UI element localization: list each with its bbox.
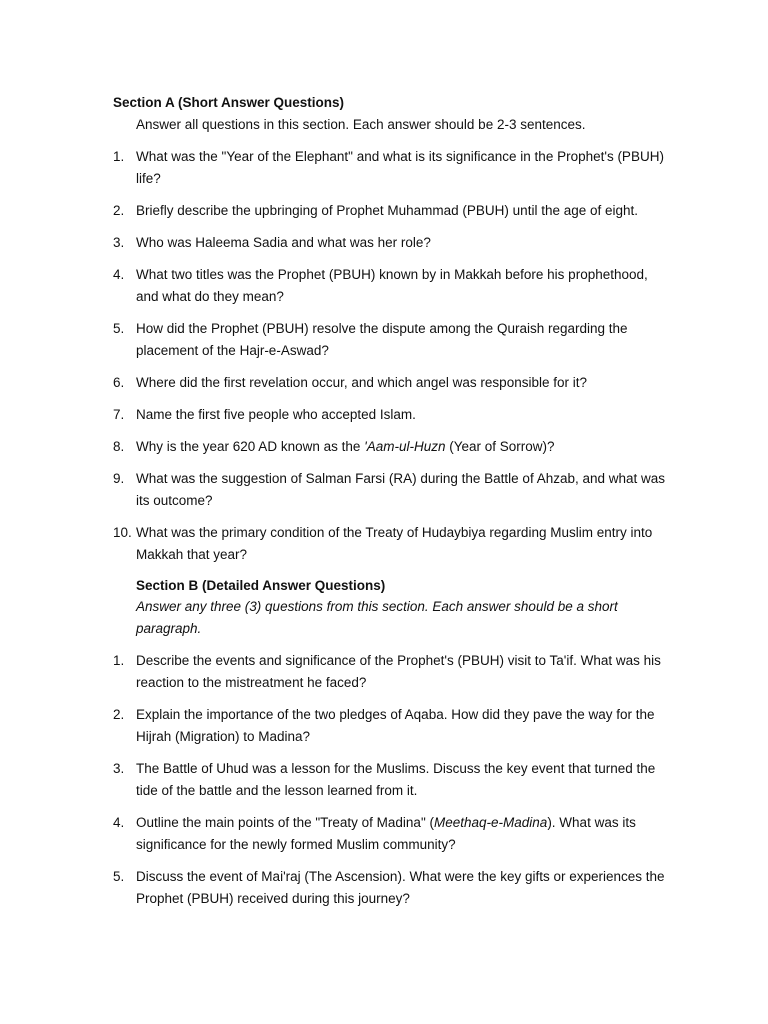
question-number: 2. <box>113 203 125 218</box>
question-number: 7. <box>113 407 125 422</box>
question-text-part: What two titles was the Prophet (PBUH) known by in Makkah before his prophethood, and what do they mean? <box>136 267 648 304</box>
question-text-part: ). What was its significance for the newly formed Muslim community? <box>136 815 636 852</box>
question-text <box>136 264 673 308</box>
question-item <box>113 522 673 566</box>
question-text-part: Briefly describe the upbringing of Prophet Muhammad (PBUH) until the age of eight. <box>136 203 639 218</box>
question-item <box>113 146 673 190</box>
question-item <box>113 404 673 426</box>
question-text-part: Describe the events and significance of the Prophet's (PBUH) visit to Ta'if. What was his reaction to the mistreatment he faced? <box>136 653 661 690</box>
question-number: 3. <box>113 235 125 250</box>
question-text <box>136 522 673 566</box>
question-text <box>136 318 673 362</box>
question-text-part: Explain the importance of the two pledges of Aqaba. How did they pave the way for the Hijrah (Migration) to Madina? <box>136 707 655 744</box>
question-number: 5. <box>113 869 125 884</box>
section-b-title: Section B (Detailed Answer Questions) <box>136 578 386 593</box>
question-number: 8. <box>113 439 125 454</box>
question-text <box>136 372 673 394</box>
question-text <box>136 404 673 426</box>
section-b-question-list <box>113 650 673 920</box>
question-text-italic: 'Aam-ul-Huzn <box>364 439 446 454</box>
question-number: 4. <box>113 267 125 282</box>
question-text-part: (Year of Sorrow)? <box>445 439 555 454</box>
question-text <box>136 758 673 802</box>
question-item <box>113 758 673 802</box>
question-text-part: Outline the main points of the "Treaty of Madina" ( <box>136 815 434 830</box>
section-a-instructions: Answer all questions in this section. Each answer should be 2-3 sentences. <box>136 117 586 132</box>
question-number: 6. <box>113 375 125 390</box>
question-text <box>136 232 673 254</box>
question-text <box>136 468 673 512</box>
question-item <box>113 264 673 308</box>
question-item <box>113 866 673 910</box>
question-number: 3. <box>113 761 125 776</box>
question-text-part: Why is the year 620 AD known as the <box>136 439 365 454</box>
question-item <box>113 650 673 694</box>
question-text-part: How did the Prophet (PBUH) resolve the dispute among the Quraish regarding the placement of the Hajr-e-Aswad? <box>136 321 628 358</box>
question-text <box>136 200 673 222</box>
section-a-question-list <box>113 146 673 576</box>
question-item <box>113 372 673 394</box>
question-text <box>136 812 673 856</box>
question-text-part: Who was Haleema Sadia and what was her role? <box>136 235 431 250</box>
question-number: 1. <box>113 653 125 668</box>
question-text <box>136 436 673 458</box>
question-text-italic: Meethaq-e-Madina <box>433 815 548 830</box>
question-text-part: What was the suggestion of Salman Farsi (RA) during the Battle of Ahzab, and what was its outcome? <box>136 471 666 508</box>
question-text-part: Discuss the event of Mai'raj (The Ascension). What were the key gifts or experiences the Prophet (PBUH) received during this journey? <box>136 869 665 906</box>
question-text <box>136 650 673 694</box>
question-text-part: Name the first five people who accepted Islam. <box>136 407 416 422</box>
question-text-part: What was the "Year of the Elephant" and what is its significance in the Prophet's (PBUH) life? <box>136 149 664 186</box>
question-item <box>113 812 673 856</box>
question-text <box>136 146 673 190</box>
question-number: 2. <box>113 707 125 722</box>
question-text-part: What was the primary condition of the Treaty of Hudaybiya regarding Muslim entry into Makkah that year? <box>136 525 653 562</box>
question-text-part: The Battle of Uhud was a lesson for the Muslims. Discuss the key event that turned the tide of the battle and the lesson learned from it. <box>136 761 656 798</box>
question-item <box>113 232 673 254</box>
question-number: 5. <box>113 321 125 336</box>
question-text-part: Where did the first revelation occur, and which angel was responsible for it? <box>136 375 587 390</box>
question-item <box>113 200 673 222</box>
section-a-title: Section A (Short Answer Questions) <box>113 95 345 110</box>
question-number: 10. <box>113 525 132 540</box>
question-text <box>136 704 673 748</box>
question-number: 9. <box>113 471 125 486</box>
question-item <box>113 436 673 458</box>
question-item <box>113 318 673 362</box>
question-text <box>136 866 673 910</box>
question-number: 4. <box>113 815 125 830</box>
question-number: 1. <box>113 149 125 164</box>
section-b-instructions: Answer any three (3) questions from this section. Each answer should be a short paragraph. <box>136 599 618 636</box>
question-item <box>113 704 673 748</box>
question-item <box>113 468 673 512</box>
